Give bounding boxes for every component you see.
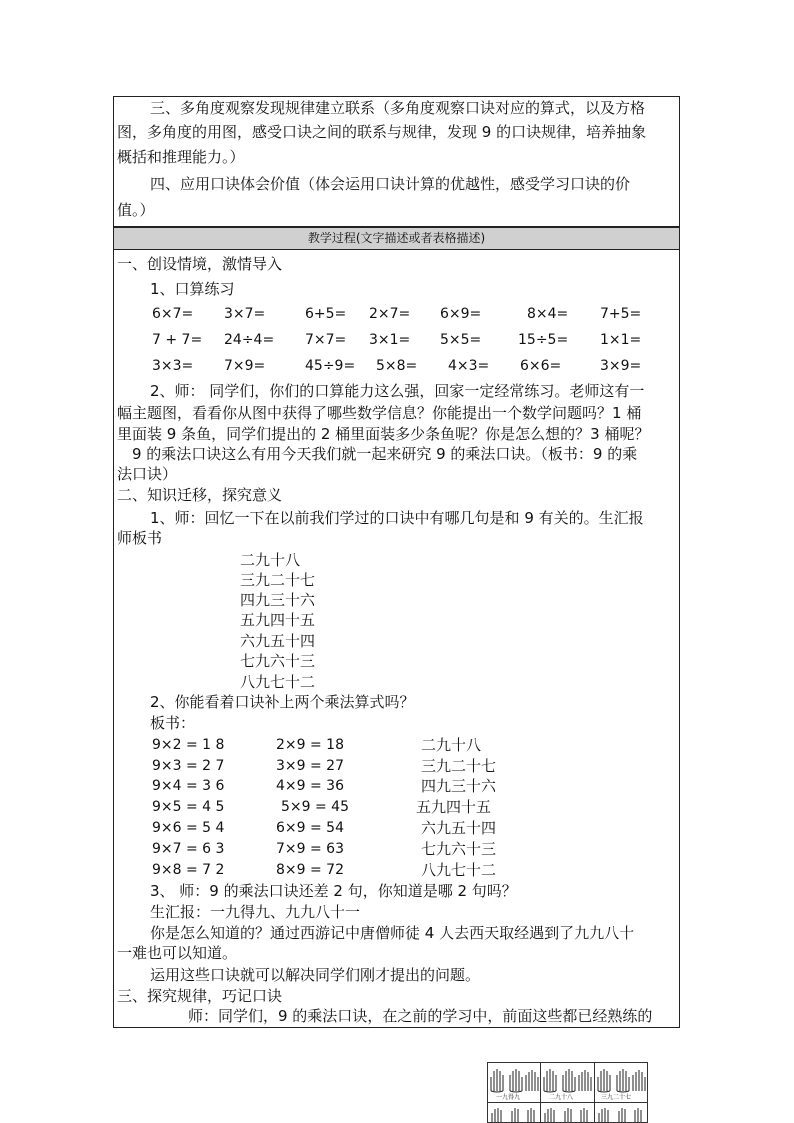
rhyme-line: 六九五十四 <box>240 632 316 650</box>
oral-item: 3×7= <box>224 306 266 322</box>
rhyme-line: 八九七十二 <box>240 673 316 691</box>
teacher-para-line: 2、师： 同学们，你们的口算能力这么强，回家一定经常练习。老师这有一 <box>150 382 645 400</box>
oral-item: 24÷4= <box>224 332 275 348</box>
board-equation: 9×4 = 3 6 <box>152 778 225 794</box>
hands-icon <box>488 1103 540 1123</box>
oral-item: 6+5= <box>305 306 347 322</box>
rhyme-line: 二九十八 <box>240 551 301 569</box>
rhyme-line: 五九四十五 <box>240 611 316 629</box>
rhyme-line: 七九六十三 <box>240 652 316 670</box>
hand-caption: 一九得九 <box>496 1094 521 1101</box>
recall-line: 1、师：回忆一下在以前我们学过的口诀中有哪几句是和 9 有关的。生汇报 <box>150 509 644 527</box>
apply-line: 运用这些口诀就可以解决同学们刚才提出的问题。 <box>150 966 481 984</box>
board-rhyme: 六九五十四 <box>421 819 497 837</box>
hands-icon <box>595 1103 647 1123</box>
board-equation: 8×9 = 72 <box>276 862 344 878</box>
oral-item: 3×3= <box>152 358 194 374</box>
board-equation: 9×8 = 7 2 <box>152 862 225 878</box>
oral-item: 8×4= <box>527 306 569 322</box>
objective-3-line-2: 图，多角度的用图，感受口诀之间的联系与规律，发现 9 的口诀规律，培养抽象 <box>117 123 647 141</box>
hand-caption: 三九二十七 <box>601 1094 632 1101</box>
hands-icon <box>541 1103 593 1123</box>
oral-item: 6×9= <box>440 306 482 322</box>
oral-item: 4×3= <box>448 358 490 374</box>
oral-item: 3×9= <box>600 358 642 374</box>
last-line: 师：同学们，9 的乘法口诀，在之前的学习中，前面这些都已经熟练的 <box>188 1007 653 1025</box>
teacher-para-line: 里面装 9 条鱼，同学们提出的 2 桶里面装多少条鱼呢？你是怎么想的？3 桶呢？ <box>117 425 650 443</box>
oral-item: 15÷5= <box>518 332 569 348</box>
hand-cell <box>488 1103 541 1123</box>
rhyme-line: 四九三十六 <box>240 591 316 609</box>
board-equation: 9×5 = 4 5 <box>152 799 225 815</box>
part-1-title: 一、创设情境，激情导入 <box>117 255 283 273</box>
board-rhyme: 三九二十七 <box>421 757 497 775</box>
board-equation: 2×9 = 18 <box>276 737 344 753</box>
board-equation: 9×6 = 5 4 <box>152 820 225 836</box>
hand-cell <box>541 1063 595 1103</box>
recall-line: 师板书 <box>117 529 163 547</box>
hands-figure <box>487 1062 648 1123</box>
board-rhyme: 二九十八 <box>421 736 482 754</box>
board-rhyme: 七九六十三 <box>421 840 497 858</box>
board-label: 板书： <box>150 714 196 732</box>
xiyou-line: 一难也可以知道。 <box>117 944 238 962</box>
teacher-para-line: 法口诀） <box>117 465 178 483</box>
hand-cell <box>595 1063 648 1103</box>
hand-caption: 二九十八 <box>549 1094 574 1101</box>
xiyou-line: 你是怎么知道的？通过西游记中唐僧师徒 4 人去西天取经遇到了九九八十 <box>150 924 635 942</box>
teacher-para-line: 9 的乘法口诀这么有用今天我们就一起来研究 9 的乘法口诀。（板书：9 的乘 <box>132 445 638 463</box>
objective-3-line-3: 概括和推理能力。） <box>117 148 245 166</box>
oral-practice-title: 1、口算练习 <box>150 280 235 298</box>
oral-item: 5×8= <box>376 358 418 374</box>
oral-item: 1×1= <box>600 332 642 348</box>
board-equation: 9×7 = 6 3 <box>152 841 225 857</box>
hand-cell <box>488 1063 541 1103</box>
oral-item: 7+5= <box>600 306 642 322</box>
board-equation: 4×9 = 36 <box>276 778 344 794</box>
hands-icon <box>595 1063 647 1093</box>
board-equation: 9×3 = 2 7 <box>152 758 225 774</box>
board-equation: 5×9 = 45 <box>281 799 349 815</box>
oral-item: 3×1= <box>369 332 411 348</box>
teacher-para-line: 幅主题图，看看你从图中获得了哪些数学信息？你能提出一个数学问题吗？1 桶 <box>117 404 642 422</box>
objective-4-line-1: 四、应用口诀体会价值（体会运用口诀计算的优越性，感受学习口诀的价 <box>150 175 631 193</box>
hands-icon <box>488 1063 540 1093</box>
oral-item: 6×7= <box>152 306 194 322</box>
part-3-title: 三、探究规律，巧记口诀 <box>117 987 283 1005</box>
question-2: 2、你能看着口诀补上两个乘法算式吗？ <box>150 693 415 711</box>
rhyme-line: 三九二十七 <box>240 571 316 589</box>
board-rhyme: 五九四十五 <box>416 798 492 816</box>
question-3: 3、 师：9 的乘法口诀还差 2 句，你知道是哪 2 句吗？ <box>150 882 517 900</box>
board-equation: 9×2 = 1 8 <box>152 737 225 753</box>
oral-item: 45÷9= <box>305 358 356 374</box>
hand-cell <box>541 1103 595 1123</box>
objective-4-line-2: 值。） <box>117 201 155 219</box>
oral-item: 5×5= <box>440 332 482 348</box>
part-2-title: 二、知识迁移，探究意义 <box>117 486 283 504</box>
oral-item: 7 + 7= <box>152 332 203 348</box>
oral-item: 7×9= <box>224 358 266 374</box>
oral-item: 7×7= <box>305 332 347 348</box>
hand-cell <box>595 1103 648 1123</box>
student-report: 生汇报：一九得九、九九八十一 <box>150 903 361 921</box>
hands-icon <box>541 1063 593 1093</box>
board-rhyme: 八九七十二 <box>421 861 497 879</box>
board-equation: 6×9 = 54 <box>276 820 344 836</box>
objective-3-line-1: 三、多角度观察发现规律建立联系（多角度观察口诀对应的算式，以及方格 <box>150 99 646 117</box>
oral-item: 6×6= <box>520 358 562 374</box>
board-equation: 3×9 = 27 <box>276 758 344 774</box>
oral-item: 2×7= <box>369 306 411 322</box>
section-header: 教学过程(文字描述或者表格描述) <box>113 227 680 250</box>
board-rhyme: 四九三十六 <box>421 777 497 795</box>
board-equation: 7×9 = 63 <box>276 841 344 857</box>
